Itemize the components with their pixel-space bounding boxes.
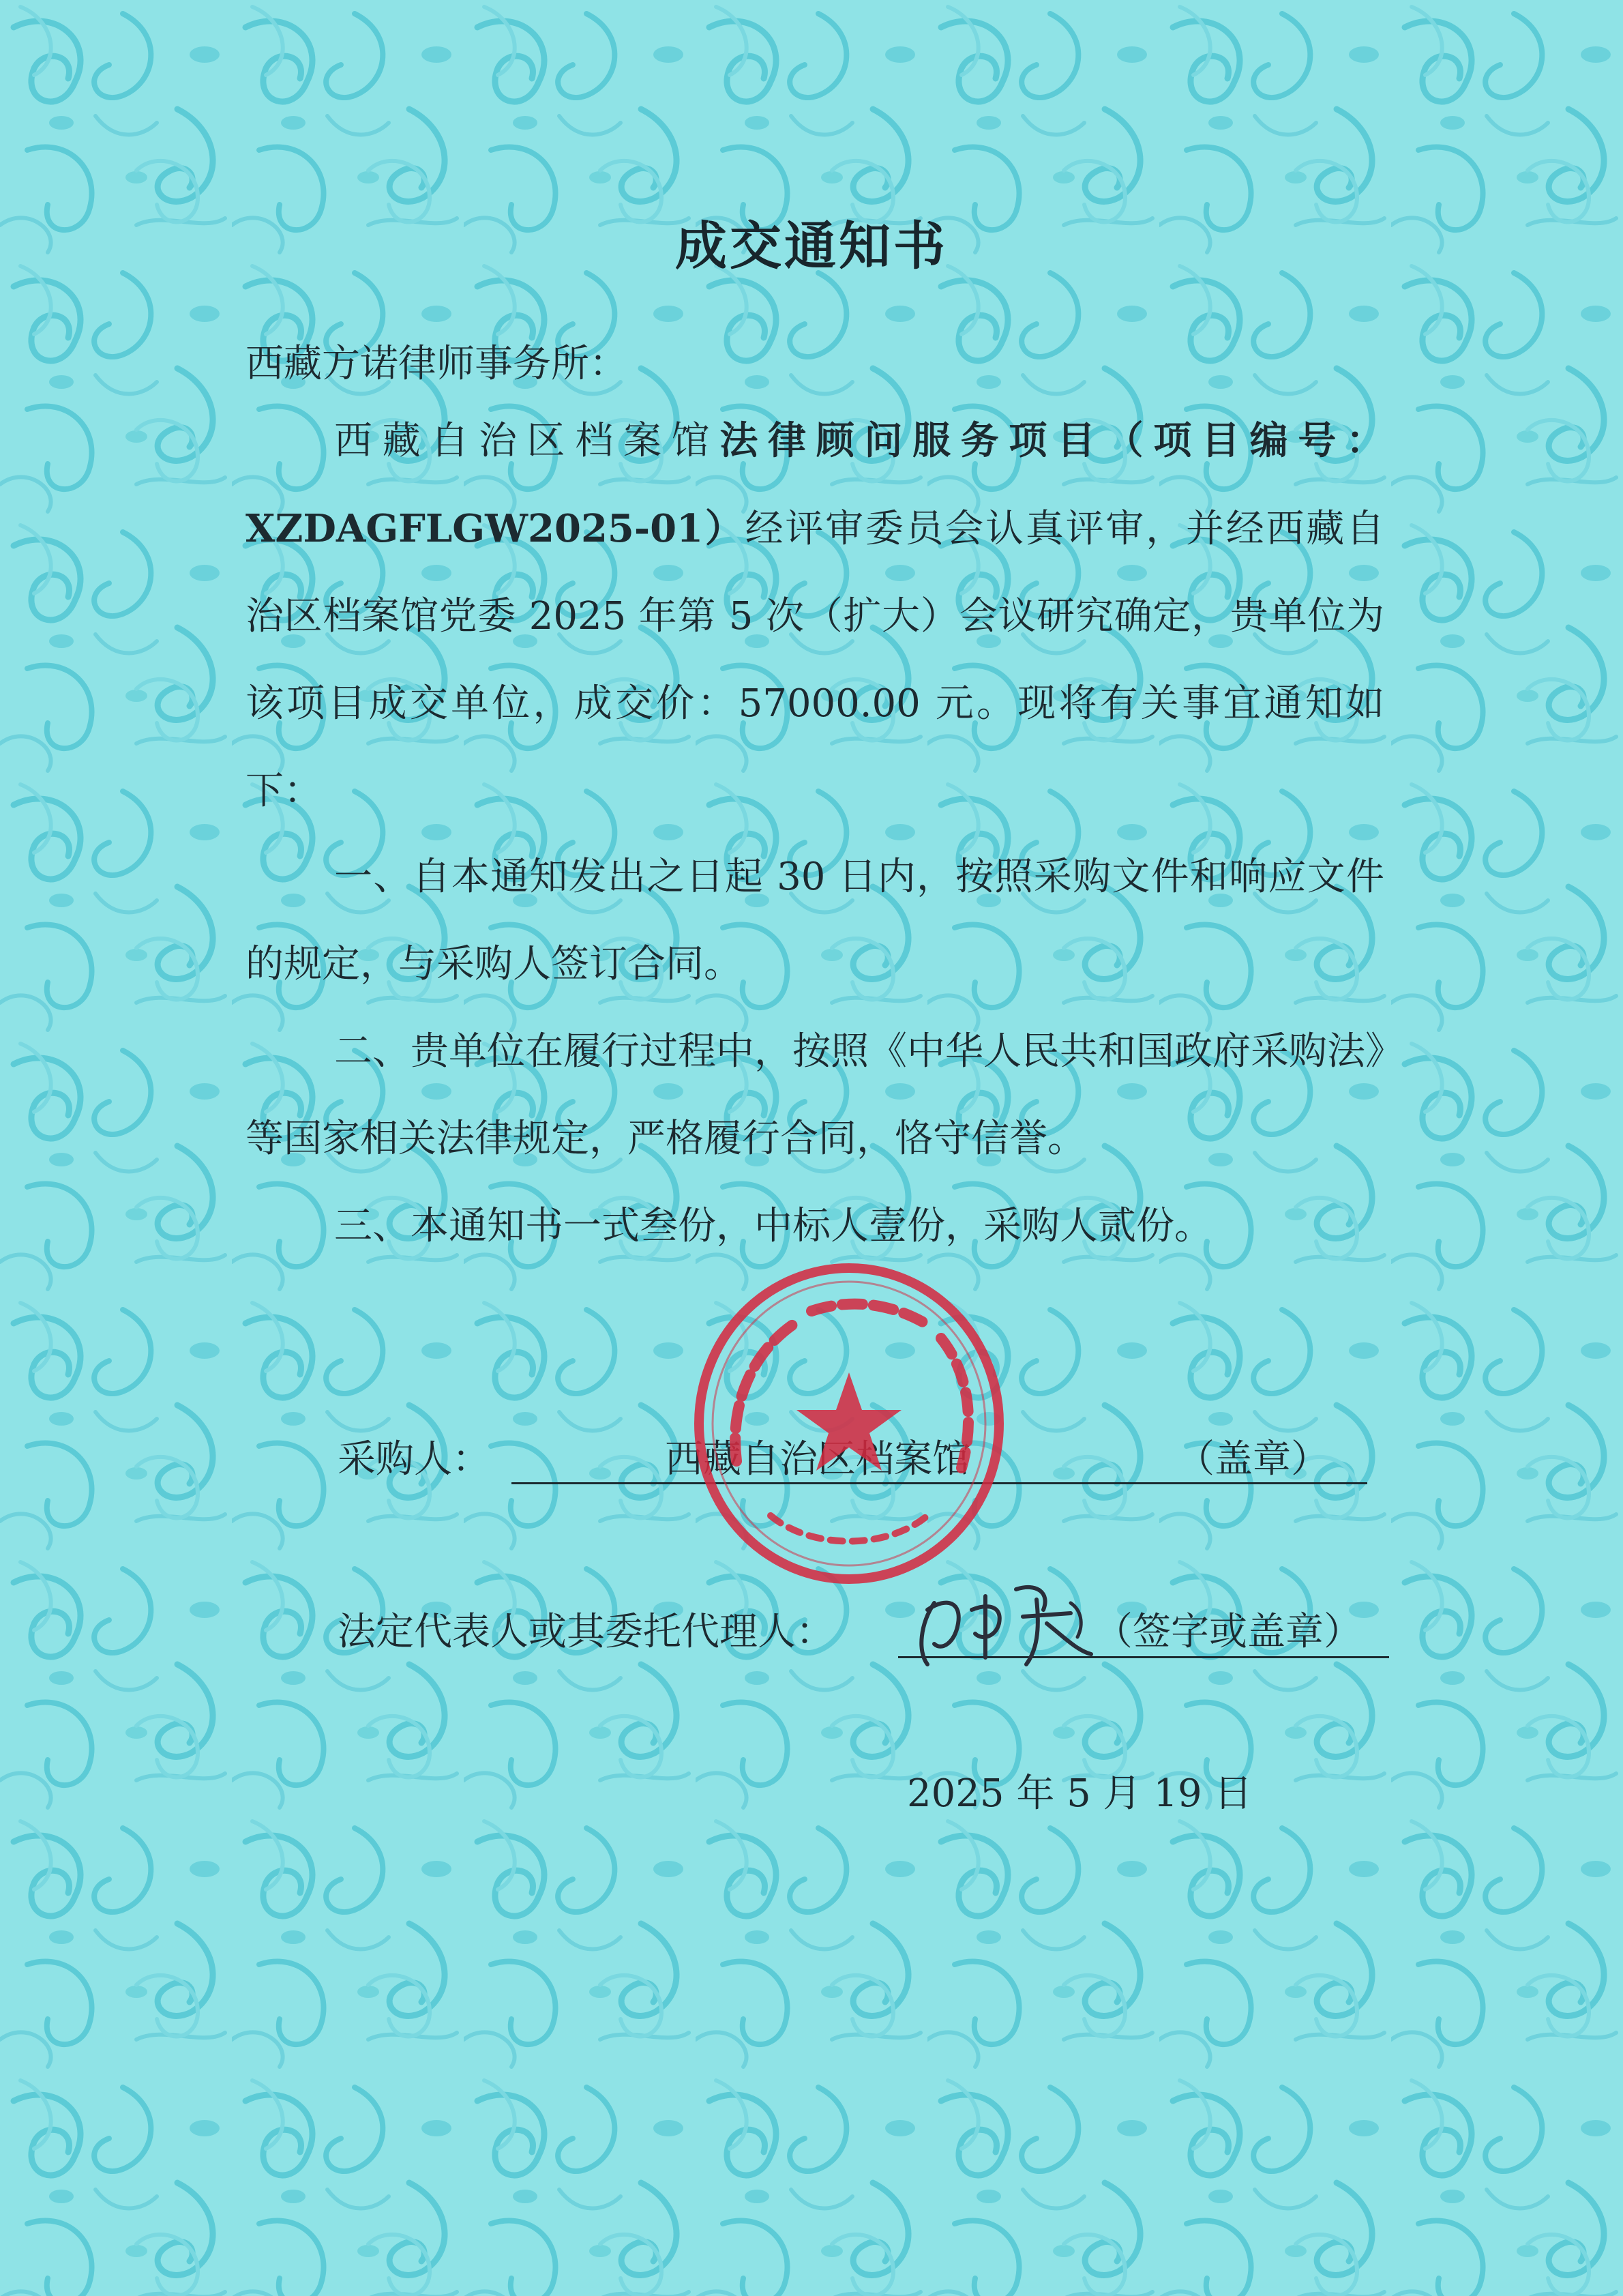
paragraph-item-3: 三、本通知书一式叁份，中标人壹份，采购人贰份。 <box>334 1204 1212 1248</box>
representative-row <box>338 1602 1401 1670</box>
representative-sign-note: （签字或盖章） <box>1095 1610 1362 1654</box>
paragraph-intro-org: 西藏自治区档案馆 <box>334 419 720 463</box>
document-title: 成交通知书 <box>675 216 948 276</box>
addressee: 西藏方诺律师事务所： <box>245 342 627 386</box>
official-seal-stamp <box>689 1256 1009 1591</box>
purchaser-seal-note: （盖章） <box>1176 1437 1329 1482</box>
purchaser-label: 采购人： <box>338 1437 490 1482</box>
paragraph-item-1: 一、自本通知发出之日起 30 日内，按照采购文件和响应文件的规定，与采购人签订合同。 <box>245 855 1384 986</box>
paragraph-item-2: 二、贵单位在履行过程中，按照《中华人民共和国政府采购法》等国家相关法律规定，严格履行合同，恪守信誉。 <box>245 1029 1384 1161</box>
document-date: 2025 年 5 月 19 日 <box>907 1771 1253 1816</box>
representative-label: 法定代表人或其委托代理人： <box>338 1610 834 1654</box>
paragraph-intro <box>245 397 1384 835</box>
paragraph-intro-rest: 经评审委员会认真评审，并经西藏自治区档案馆党委 2025 年第 5 次（扩大）会议研究确定，贵单位为该项目成交单位，成交价：57000.00 元。现将有关事宜通知如下： <box>245 507 1385 813</box>
paragraph-intro-project: 法律顾问服务项目（项目编号：XZDAGFLGW2025-01） <box>245 418 1385 551</box>
purchaser-value: 西藏自治区档案馆 <box>665 1437 970 1482</box>
